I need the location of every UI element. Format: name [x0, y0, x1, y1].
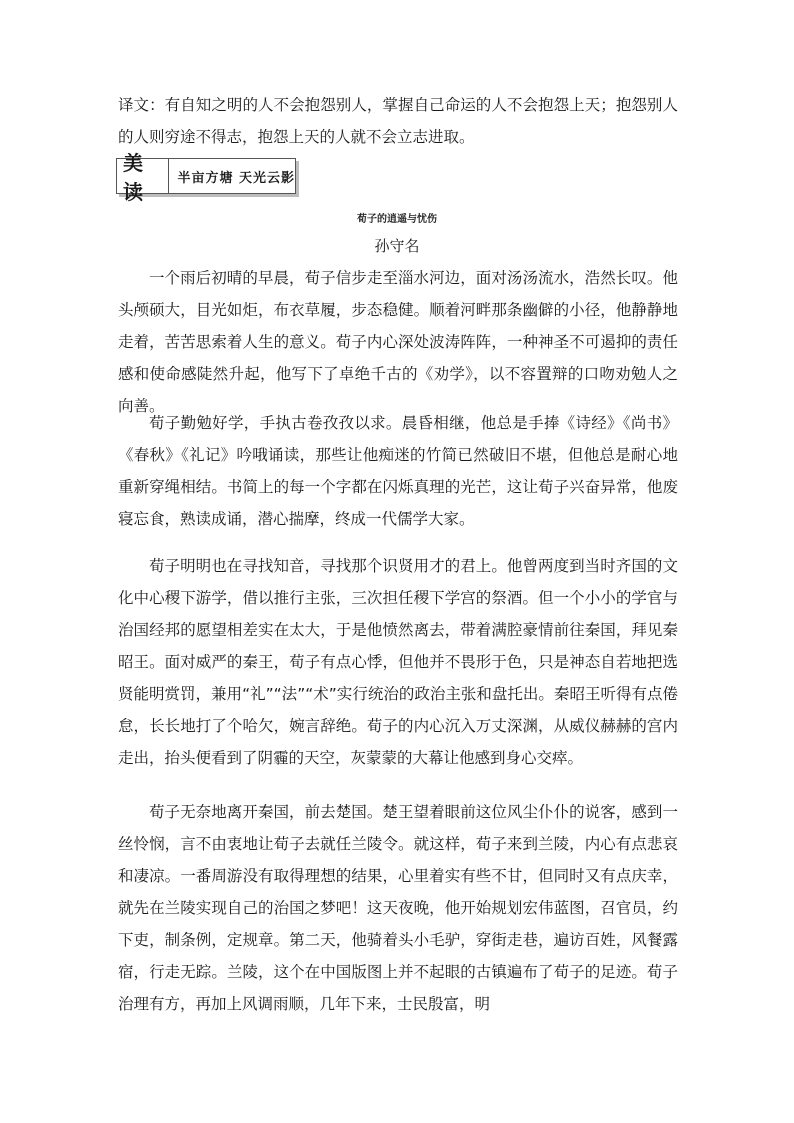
- article-paragraph-3: 荀子明明也在寻找知音，寻找那个识贤用才的君上。他曾两度到当时齐国的文化中心稷下游学，借以推行主张，三次担任稷下学宫的祭酒。但一个小小的学官与治国经邦的愿望相差实在太大，于是他愤然离去，带着满腔豪情前往秦国，拜见秦昭王。面对威严的秦王，荀子有点心悸，但他并不畏形于色，只是神态自若地把选贤能明赏罚，兼用“礼”“法”“术”实行统治的政治主张和盘托出。秦昭王听得有点倦怠，长长地打了个哈欠，婉言辞绝。荀子的内心沉入万丈深渊，从威仪赫赫的宫内走出，抬头便看到了阴霾的天空，灰蒙蒙的大幕让他感到身心交瘁。: [118, 557, 678, 767]
- banner-label: 美读: [117, 159, 169, 193]
- article-paragraph-1: 一个雨后初晴的早晨，荀子信步走至淄水河边，面对汤汤流水，浩然长叹。他头颅硕大，目光如炬，布衣草履，步态稳健。顺着河畔那条幽僻的小径，他静静地走着，苦苦思索着人生的意义。荀子内心深处波涛阵阵，一种神圣不可遏抑的责任感和使命感陡然升起，他写下了卓绝千古的《劝学》，以不容置辩的口吻劝勉人之向善。: [118, 269, 678, 415]
- article-title: 荀子的逍遥与忧伤: [357, 214, 437, 225]
- article-paragraph-2: 荀子勤勉好学，手执古卷孜孜以求。晨昏相继，他总是手捧《诗经》《尚书》《春秋》《礼记》吟哦诵读，那些让他痴迷的竹简已然破旧不堪，但他总是耐心地重新穿绳相结。书简上的每一个字都在闪烁真理的光芒，这让荀子兴奋异常，他废寝忘食，熟读成诵，潜心揣摩，终成一代儒学大家。: [118, 414, 678, 528]
- section-banner: [116, 151, 296, 204]
- article-paragraph-4: 荀子无奈地离开秦国，前去楚国。楚王望着眼前这位风尘仆仆的说客，感到一丝怜悯，言不由衷地让荀子去就任兰陵令。就这样，荀子来到兰陵，内心有点悲哀和凄凉。一番周游没有取得理想的结果，心里着实有些不甘，但同时又有点庆幸，就先在兰陵实现自己的治国之梦吧！这天夜晚，他开始规划宏伟蓝图，召官员，约下吏，制条例，定规章。第二天，他骑着头小毛驴，穿街走巷，遍访百姓，风餐露宿，行走无踪。兰陵，这个在中国版图上并不起眼的古镇遍布了荀子的足迹。荀子治理有方，再加上风调雨顺，几年下来，士民殷富，明: [118, 803, 678, 1013]
- translation-paragraph: 译文：有自知之明的人不会抱怨别人，掌握自己命运的人不会抱怨上天；抱怨别人的人则穷途不得志，抱怨上天的人就不会立志进取。: [118, 96, 678, 146]
- banner-subtitle: 半亩方塘 天光云影: [177, 170, 295, 186]
- article-author: 孙守名: [374, 237, 420, 255]
